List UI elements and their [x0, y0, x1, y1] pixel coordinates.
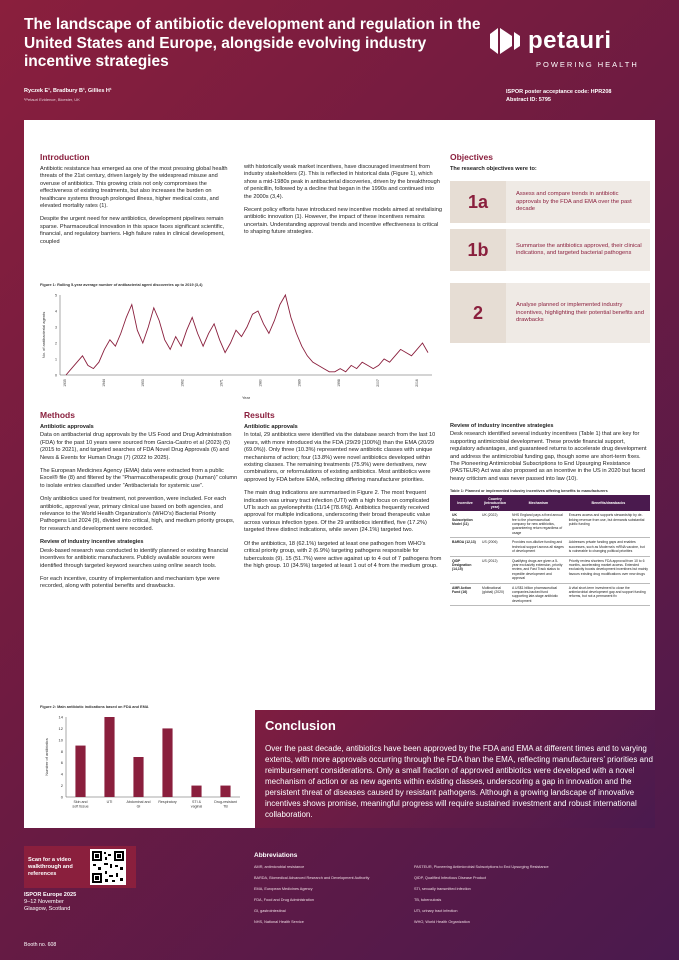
abbreviation-item: UTI, urinary tract infection: [414, 909, 458, 913]
objective-text: Assess and compare trends in antibiotic approvals by the FDA and EMA over the past decade: [516, 191, 632, 213]
logo-wordmark: petauri: [528, 27, 612, 54]
y-tick-label: 0: [55, 373, 57, 378]
event-dates: 9–12 November: [24, 899, 64, 906]
x-axis-title: Year: [241, 395, 251, 400]
y-tick-label: 8: [60, 748, 63, 754]
objective-1a: [450, 181, 650, 223]
results-paragraph-3: Of the antibiotics, 18 (62.1%) targeted at least one pathogen from WHO’s critical priority group, with 2 (6.9%) targeting pathogens responsible for tuberculosis (9). 15 (51.7%) were active against up to 4 out of 7 pathogens from the high group. 10 (34.5%) targeted at least 1 out of 4 from the medium group.: [244, 540, 442, 569]
table-1-caption: Table 1: Planned or implemented industry incentives offering benefits to manufacturers: [450, 489, 608, 494]
x-tick-label: UTI: [106, 800, 113, 804]
poster-title: The landscape of antibiotic development and regulation in the United States and Europe, alongside evolving industry incentive strategies: [24, 16, 481, 70]
incentives-table: [450, 495, 650, 606]
results-paragraph-4: Desk research identified several industry incentives (Table 1) that are key for supporting antimicrobial development. These provide financial support, regulatory advantages, and guaranteed returns to accelerate drug development and address the antimicrobial funding gap, though some are short-term fixes. The Pioneering Antimicrobial Subscriptions to End Upsurging Resistance (PASTEUR) Act was also proposed as an incentive in the US in 2020 but faced heavy criticism and was never passed into law (10).: [450, 431, 647, 482]
figure-1-chart: [40, 289, 440, 401]
y-tick-label: 0: [60, 794, 63, 800]
results-subheading-2: Review of industry incentive strategies: [450, 423, 554, 429]
objective-number: 1b: [450, 229, 506, 271]
abbreviation-item: EMA, European Medicines Agency: [254, 887, 313, 891]
results-paragraph-2: The main drug indications are summarised in Figure 2. The most frequent indication was urinary tract infection (UTI) with a high focus on complicated UTIs such as pyelonephritis (11/14 [78.6%]). Antibiotics frequently received approval for multiple indications, underscoring their broad therapeutic value across various infection types. Of the 29 antibiotics identified, five (17.2%) targeted three distinct indications, while seven (24.1%) targeted two.: [244, 490, 431, 534]
bar: [133, 757, 143, 797]
table-cell: A vital short-term investment to close the antimicrobial development gap and support funding reforms, but not a permanent fix: [567, 583, 650, 606]
x-tick-label: 1989: [297, 379, 302, 387]
table-cell: NHS England pays a fixed annual fee to the pharmaceutical company for new antibiotics, guaranteeing return regardless of usage: [510, 511, 567, 538]
table-cell: Ensures access and supports stewardship by de-linking revenue from use, but demands substantial public funding: [567, 511, 650, 538]
table-cell: UK (2022): [480, 511, 510, 538]
poster-meta: [506, 88, 611, 104]
results-paragraph-1: In total, 29 antibiotics were identified via the database search from the last 10 years, with more introduced via the FDA (29/29 [100%]) than the EMA (20/29 (69.0%)). Only three (10.3%) represented new antibiotic classes with unique mechanisms of action; four (13.8%) were novel antibiotics developed within existing classes. The remaining treatments (75.9%) were derivatives, new combinations, or reformulations of existing antibiotics. Most antibiotics were approved by FDA before EMA, reflecting differing manufacturer priorities.: [244, 432, 436, 483]
table-cell: US (2006): [480, 538, 510, 556]
table-row: [450, 556, 650, 583]
y-tick-label: 2: [55, 341, 57, 346]
intro-paragraph-2: Despite the urgent need for new antibiotics, development pipelines remain sparse. Pharmaceutical innovation in this space faces significant scientific, financial, and regulatory barriers. High failure rates in clinical development, coupled: [40, 216, 225, 245]
x-tick-label: 1935: [63, 379, 67, 387]
intro-paragraph-4: Recent policy efforts have introduced new incentive models aimed at revitalising antibiotic innovation (1). However, the impact of these incentives remains uncertain. Understanding approval trends and incentive effectiveness is critical to shaping future strategies.: [244, 207, 442, 236]
incentives-section: [450, 423, 650, 606]
x-tick-label: STI & vaginal: [190, 800, 203, 809]
table-cell: UK Subscription Model (11): [450, 511, 480, 538]
results-section: [244, 410, 442, 576]
abstract-id: Abstract ID: 5795: [506, 97, 551, 103]
y-tick-label: 2: [60, 783, 63, 789]
methods-heading: Methods: [40, 410, 75, 420]
x-tick-label: 1980: [258, 379, 263, 387]
acceptance-code: ISPOR poster acceptance code: HPR208: [506, 89, 612, 95]
abbreviation-item: FDA, Food and Drug Administration: [254, 898, 314, 902]
x-tick-label: Drug-resistant TB: [214, 800, 237, 809]
authors: Ryczek E¹, Bradbury B¹, Gillies H¹: [24, 88, 112, 94]
objective-1b: [450, 229, 650, 271]
petauri-logo-icon: [488, 26, 522, 56]
event-info: [24, 892, 76, 914]
intro-paragraph-1: Antibiotic resistance has emerged as one of the most pressing global health threats of the 21st century, driven largely by the widespread misuse and overuse of antibiotics. This growing crisis not only compromises the effectiveness of existing treatments, but also increases the burden on healthcare systems through prolonged illness, higher medical costs, and elevated mortality rates (1).: [40, 166, 228, 210]
bar: [220, 786, 230, 797]
abbreviation-item: BARDA, Biomedical Advanced Research and Development Authority: [254, 876, 370, 880]
introduction-heading: Introduction: [40, 152, 90, 162]
table-cell: Priority review shortens FDA approval from 10 to 6 months, accelerating market access. Extended exclusivity boosts development incentives but mainly favours existing drug modifications over new drugs: [567, 556, 650, 583]
bar: [75, 746, 85, 797]
methods-subheading-2: Review of industry incentive strategies: [40, 539, 144, 546]
y-axis-title: Number of antibiotics: [44, 738, 49, 776]
abbreviations-heading: Abbreviations: [254, 852, 298, 859]
x-tick-label: Respiratory: [158, 800, 177, 804]
methods-paragraph-4: Desk-based research was conducted to identify planned or existing financial incentives for antibiotic manufacturers. Publicly available sources were identified through targeted keyword searches using online search tools.: [40, 547, 229, 569]
objective-number: 2: [450, 283, 506, 343]
table-header: Benefits/drawbacks: [567, 495, 650, 511]
affiliation: ¹Petauri Evidence, Bicester, UK: [24, 97, 80, 102]
bar: [162, 728, 172, 797]
figure-2: [40, 705, 245, 826]
methods-subheading-1: Antibiotic approvals: [40, 424, 94, 430]
objective-number: 1a: [450, 181, 506, 223]
objectives-intro: The research objectives were to:: [450, 166, 537, 172]
abbreviation-item: QIDP, Qualified Infectious Disease Product: [414, 876, 487, 880]
abbreviations-section: [254, 852, 654, 924]
poster-title-block: [24, 16, 484, 72]
abbreviation-item: AMR, antimicrobial resistance: [254, 865, 305, 869]
methods-paragraph-5: For each incentive, country of implementation and mechanism type were recorded, along with potential benefits and drawbacks.: [40, 575, 220, 590]
methods-section: [40, 410, 238, 597]
y-tick-label: 5: [55, 293, 57, 298]
abbreviation-item: NHS, National Health Service: [254, 920, 304, 924]
table-cell: US (2012): [480, 556, 510, 583]
results-subheading-1: Antibiotic approvals: [244, 424, 298, 430]
table-cell: A US$1 billion pharmaceutical companies-backed fund supporting late-stage antibiotic development: [510, 583, 567, 606]
y-tick-label: 12: [58, 725, 63, 731]
abbreviation-item: PASTEUR, Pioneering Antimicrobial Subscriptions to End Upsurging Resistance: [414, 865, 549, 869]
table-header-row: [450, 495, 650, 511]
petauri-logo: [488, 26, 612, 56]
conclusion-text: Over the past decade, antibiotics have been approved by the FDA and EMA at different times and to varying extents, with more approvals occurring through the FDA than the EMA, reflecting manufacturers’ priorities and reimbursement considerations. Only a small fraction of approved antibiotics were developed with a novel mechanism of action or as new agents within existing classes, underscoring a gap in innovation and the persistent threat of diseases caused by resistant pathogens. Although a growing landscape of innovative incentives shows promise, meaningful progress will require sustained investment and robust international collaboration.: [265, 744, 653, 819]
abbreviation-item: STI, sexually transmitted infection: [414, 887, 471, 891]
objective-text: Analyse planned or implemented industry incentives, highlighting their potential benefits and drawbacks: [516, 302, 644, 324]
x-tick-label: 1971: [219, 379, 224, 387]
table-cell: Multinational (global) (2020): [480, 583, 510, 606]
table-cell: Addresses private funding gaps and enables successes, such as Moderna’s mRNA vaccine, but is vulnerable to changing political priorities: [567, 538, 650, 556]
y-axis-title: No. of antibacterial agents: [41, 311, 46, 359]
methods-paragraph-2: The European Medicines Agency (EMA) data were extracted from a public Excel® file (8) and filtered by the “Pharmacotherapeutic group (human)” column to isolate entries classified under “Antibacterials for systemic use”.: [40, 468, 238, 489]
table-cell: QIDP Designation (14,15): [450, 556, 480, 583]
booth-number: Booth no. 608: [24, 942, 57, 948]
y-tick-label: 1: [55, 357, 57, 362]
x-tick-label: 1998: [336, 379, 341, 387]
figure-2-caption: Figure 2: Main antibiotic indications based on FDA and EMA: [40, 705, 149, 709]
event-name: ISPOR Europe 2025: [24, 892, 77, 898]
qr-caption: Scan for a video walkthrough and references: [28, 856, 73, 877]
conclusion-heading: Conclusion: [265, 718, 336, 733]
results-heading: Results: [244, 410, 275, 420]
y-tick-label: 6: [60, 760, 63, 766]
conclusion-section: [265, 718, 655, 820]
x-tick-label: 2007: [375, 379, 380, 387]
figure-1-caption: Figure 1: Rolling 5-year average number of antibacterial agent discoveries up to 2019 (3,4): [40, 283, 203, 287]
abbreviation-item: WHO, World Health Organization: [414, 920, 470, 924]
objective-2: [450, 283, 650, 343]
x-tick-label: 2016: [415, 379, 419, 387]
introduction-col-2: [244, 164, 442, 243]
objectives-heading: Objectives: [450, 152, 493, 162]
objective-text: Summarise the antibiotics approved, their clinical indications, and targeted bacterial pathogens: [516, 243, 642, 257]
methods-paragraph-3: Only antibiotics used for treatment, not prevention, were included. For each antibiotic, approval year, primary clinical use based on both agencies, and relevance to the World Health Organization’s (WHO’s) Bacterial Priority Pathogens List 2024 (9), divided into critical, high, and medium priority groups, for research and development were recorded.: [40, 496, 235, 532]
x-tick-label: Skin and soft tissue: [72, 800, 89, 809]
table-header: Country (introduction year): [480, 495, 510, 511]
objectives-section: [450, 152, 650, 349]
table-header: Incentive: [450, 495, 480, 511]
x-tick-label: Abdominal and GI: [126, 800, 151, 809]
abbreviation-item: TB, tuberculosis: [414, 898, 442, 902]
y-tick-label: 4: [55, 309, 57, 314]
introduction-col-1: [40, 152, 238, 252]
bar: [104, 717, 114, 797]
x-tick-label: 1962: [180, 379, 185, 387]
table-cell: Provides non-dilutive funding and technical support across all stages of development: [510, 538, 567, 556]
y-tick-label: 3: [55, 325, 57, 330]
table-cell: Qualifying drugs are given a 5-year exclusivity extension, priority review, and Fast Track status to expedite development and approval: [510, 556, 567, 583]
table-row: [450, 583, 650, 606]
rolling-average-line: [66, 295, 428, 375]
figure-2-chart: [40, 711, 245, 821]
table-row: [450, 511, 650, 538]
abbreviations-list: [254, 865, 654, 924]
figure-1: [40, 283, 440, 406]
table-cell: BARDA (12,13): [450, 538, 480, 556]
abbreviation-item: GI, gastrointestinal: [254, 909, 286, 913]
y-tick-label: 4: [60, 771, 63, 777]
table-cell: AMR Action Fund (16): [450, 583, 480, 606]
methods-paragraph-1: Data on antibacterial drug approvals by the US Food and Drug Administration (FDA) for the past 10 years were sourced from Garcia-Castro et al (2023) (5) (2015 to 2021), and targeted searches of FDA Novel Drug Approvals (6) and News & Events for Human Drugs (7) (2022 to 2025).: [40, 432, 232, 461]
qr-code-icon[interactable]: [90, 849, 126, 885]
logo-tagline: POWERING HEALTH: [536, 60, 639, 69]
event-location: Glasgow, Scotland: [24, 906, 71, 913]
y-tick-label: 10: [58, 737, 63, 743]
table-header: Mechanism: [510, 495, 567, 511]
bar: [191, 786, 201, 797]
x-tick-label: 1953: [141, 379, 146, 387]
x-tick-label: 1944: [102, 379, 107, 387]
intro-paragraph-3: with historically weak market incentives, have discouraged investment from industry stakeholders (2). This is reflected in historical data (Figure 1), which show a mid-1980s peak in antibacterial discoveries, driven by the breakthrough of penicillin, followed by a decline that began in the 1990s and continued into the 2000s (3,4).: [244, 164, 440, 200]
y-tick-label: 14: [58, 714, 63, 720]
qr-panel[interactable]: [24, 846, 136, 888]
table-row: [450, 538, 650, 556]
